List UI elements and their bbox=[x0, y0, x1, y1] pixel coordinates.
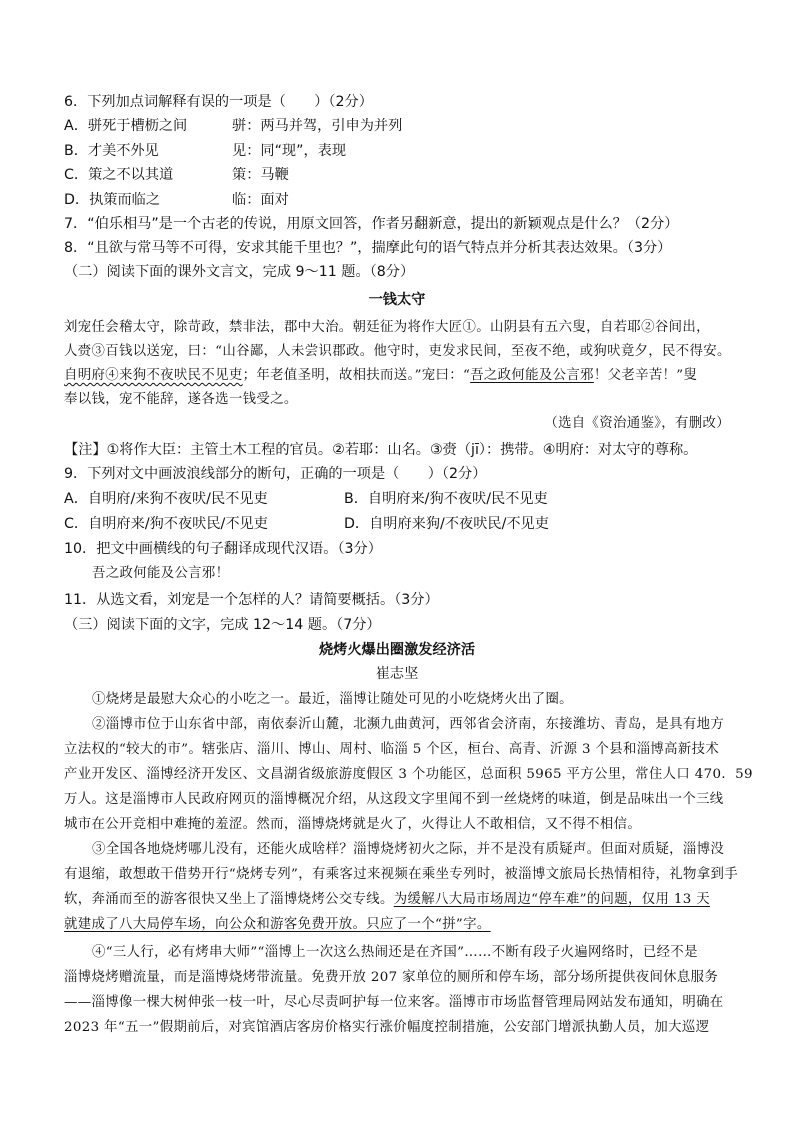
article-paragraph-2-line: 产业开发区、淄博经济开发区、文昌湖省级旅游度假区 3 个功能区，总面积 5965 平方公里，常住人口 470．59 bbox=[64, 767, 753, 782]
q6-option-b: B．才美不外见 bbox=[64, 143, 159, 159]
wavy-underlined-phrase: 自明府④来狗不夜吠民不见吏 bbox=[64, 368, 243, 383]
article-paragraph-2-line: ②淄博市位于山东省中部，南依泰沂山麓，北濒九曲黄河，西邻省会济南，东接潍坊、青岛，是具有地方 bbox=[92, 717, 725, 732]
article-underlined-sentence-cont: 就建成了八大局停车场，向公众和游客免费开放。只应了一个“拼”字。 bbox=[64, 917, 491, 932]
passage-line-3-end: ！父老辛苦！”叟 bbox=[593, 368, 698, 383]
passage-line-2: 人赍③百钱以送宠，曰：“山谷鄙，人未尝识郡政。他守时，吏发求民间，至夜不绝，或狗吠竟夕，民不得安。 bbox=[64, 344, 731, 359]
q6-stem: 6．下列加点词解释有误的一项是（ ）（2分） bbox=[64, 94, 373, 110]
article-paragraph-3-text: 软，奔涌而至的游客很快又坐上了淄博烧烤公交专线。 bbox=[64, 892, 394, 907]
q10-sentence: 吾之政何能及公言邪！ bbox=[92, 566, 230, 581]
section3-author: 崔志坚 bbox=[375, 666, 419, 682]
passage-line-4: 奉以钱，宠不能辞，遂各选一钱受之。 bbox=[64, 392, 298, 407]
article-paragraph-4-line: ——淄博像一棵大树伸张一枝一叶，尽心尽责呵护每一位来客。淄博市市场监督管理局网站发布通知，明确在 bbox=[64, 995, 724, 1010]
section2-heading: （二）阅读下面的课外文言文，完成 9～11 题。（8分） bbox=[64, 264, 415, 280]
underlined-sentence: 吾之政何能及公言邪 bbox=[470, 368, 594, 383]
passage-line-3 bbox=[64, 366, 697, 386]
article-paragraph-2-line: 万人。这是淄博市人民政府网页的淄博概况介绍，从这段文字里闻不到一丝烧烤的味道，倒是品味出一个三线 bbox=[64, 792, 724, 807]
article-paragraph-2-line: 立法权的“较大的市”。辖张店、淄川、博山、周村、临淄 5 个区，桓台、高青、沂源 3 个县和淄博高新技术 bbox=[64, 742, 720, 757]
q7: 7．“伯乐相马”是一个古老的传说，用原文回答，作者另翻新意，提出的新颖观点是什么？（2分） bbox=[64, 216, 679, 232]
q9-stem: 9．下列对文中画波浪线部分的断句，正确的一项是（ ）（2分） bbox=[64, 466, 487, 482]
article-paragraph-4-line: ④“三人行，必有烤串大师”“淄博上一次这么热闹还是在齐国”……不断有段子火遍网络时，已经不是 bbox=[92, 945, 698, 960]
article-paragraph-3-line: 有退缩，敢想敢干借势开行“烧烤专列”，有乘客过来视频在乘坐专列时，被淄博文旅局长热情相待，礼物拿到手 bbox=[64, 867, 738, 882]
passage-source: （选自《资治通鉴》，有删改） bbox=[544, 416, 730, 431]
q9-option-d: D．自明府来狗/不夜吠民/不见吏 bbox=[344, 516, 549, 532]
q11-stem: 11．从选文看，刘宠是一个怎样的人？请简要概括。（3分） bbox=[64, 592, 439, 608]
q6-option-a: A．骈死于槽枥之间 bbox=[64, 118, 188, 134]
passage-line-3-text: ；年老值圣明，故相扶而送。”宠曰：“ bbox=[242, 368, 471, 383]
q10-stem: 10．把文中画横线的句子翻译成现代汉语。（3分） bbox=[64, 541, 382, 557]
q8: 8．“且欲与常马等不可得，安求其能千里也？”，揣摩此句的语气特点并分析其表达效果。（3分） bbox=[64, 240, 672, 256]
q6-option-b-explain: 见：同“现”，表现 bbox=[232, 143, 347, 159]
passage-line-1: 刘宠任会稽太守，除苛政，禁非法，郡中大治。朝廷征为将作大匠①。山阴县有五六叟，自若耶②谷间出， bbox=[64, 320, 710, 335]
q6-option-c: C．策之不以其道 bbox=[64, 167, 174, 183]
article-paragraph-4-line: 2023 年“五一”假期前后，对宾馆酒店客房价格实行涨价幅度控制措施，公安部门增派执勤人员，加大巡逻 bbox=[64, 1020, 710, 1035]
article-paragraph-1: ①烧烤是最慰大众心的小吃之一。最近，淄博让随处可见的小吃烧烤火出了圈。 bbox=[92, 692, 573, 707]
q6-option-c-explain: 策：马鞭 bbox=[232, 167, 289, 183]
section3-heading: （三）阅读下面的文字，完成 12～14 题。（7分） bbox=[64, 617, 381, 633]
q6-option-d: D．执策而临之 bbox=[64, 192, 161, 208]
article-paragraph-4-line: 淄博烧烤赠流量，而是淄博烧烤带流量。免费开放 207 家单位的厕所和停车场，部分场所提供夜间休息服务 bbox=[64, 970, 719, 985]
q9-option-a: A．自明府/来狗不夜吠/民不见吏 bbox=[64, 491, 268, 507]
article-underlined-sentence: 为缓解八大局市场周边“停车难”的问题，仅用 13 天 bbox=[393, 892, 710, 907]
q6-option-d-explain: 临：面对 bbox=[232, 192, 289, 208]
section3-title: 烧烤火爆出圈激发经济活 bbox=[318, 642, 476, 658]
article-paragraph-3-line: ③全国各地烧烤哪儿没有，还能火成啥样？淄博烧烤初火之际，并不是没有质疑声。但面对质疑，淄博没 bbox=[92, 842, 725, 857]
article-paragraph-2-line: 城市在公开竞相中难掩的羞涩。然而，淄博烧烤就是火了，火得让人不敢相信，又不得不相信。 bbox=[64, 817, 642, 832]
q9-option-b: B．自明府来/狗不夜吠/民不见吏 bbox=[344, 491, 548, 507]
q9-option-c: C．自明府来/狗不夜吠民/不见吏 bbox=[64, 516, 268, 532]
passage-note: 【注】①将作大臣：主管土木工程的官员。②若耶：山名。③赍（jī）：携带。④明府：对太守的尊称。 bbox=[64, 442, 698, 458]
article-paragraph-3-line bbox=[64, 890, 710, 910]
section2-title: 一钱太守 bbox=[368, 292, 426, 308]
q6-option-a-explain: 骈：两马并驾，引申为并列 bbox=[232, 118, 403, 134]
